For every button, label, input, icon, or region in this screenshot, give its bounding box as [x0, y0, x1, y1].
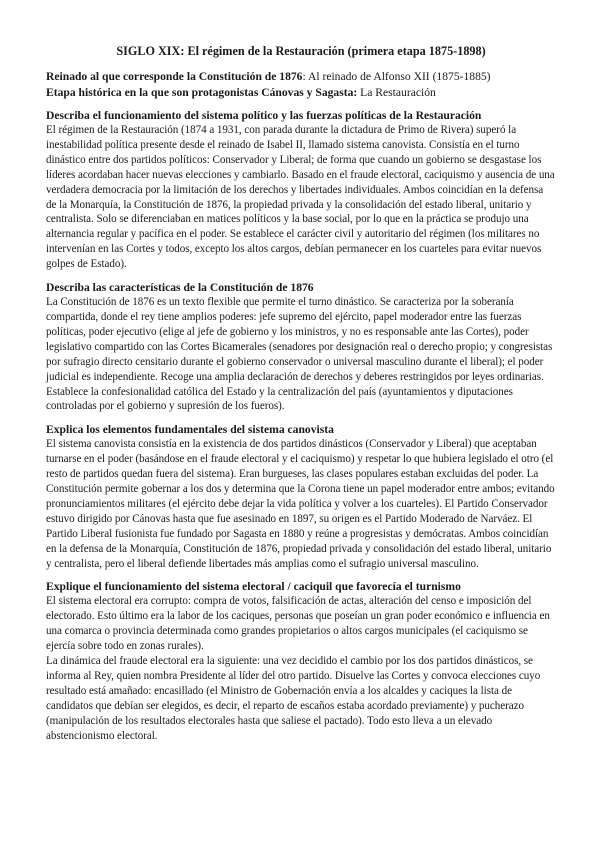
stage-value: La Restauración	[357, 85, 436, 99]
reign-label: Reinado al que corresponde la Constitución de 1876	[46, 70, 303, 83]
reign-value: : Al reinado de Alfonso XII (1875-1885)	[302, 70, 491, 83]
section-electoral-system	[46, 579, 556, 743]
section-heading: Explica los elementos fundamentales del sistema canovista	[46, 423, 334, 437]
section-heading: Explique el funcionamiento del sistema electoral / caciquil que favorecía el turnismo	[46, 580, 461, 594]
stage-label: Etapa histórica en la que son protagonistas Cánovas y Sagasta:	[46, 85, 358, 99]
stage-line	[46, 85, 556, 101]
section-political-system	[46, 108, 556, 272]
section-paragraph: La Constitución de 1876 es un texto flexible que permite el turno dinástico. Se caracteriza por la soberanía compartida, donde el rey tiene amplios poderes: jefe supremo del ejército, papel moderador entre las fuerzas políticas, poder ejecutivo (elige al jefe de gobierno y los ministros, y no es responsable ante las Cortes), poder legislativo compartido con las Cortes Bicamerales (senadores por designación real o derecho propio; y congresistas por sufragio directo censitario durante el gobierno conservador o universal masculino durante el liberal); el poder judicial es independiente. Recoge una amplia declaración de derechos y deberes restringidos por leyes ordinarias. Establece la confesionalidad católica del Estado y la centralización del país (ayuntamientos y diputaciones controladas por el gobierno y supresión de los fueros).	[46, 296, 553, 413]
section-canovista-system	[46, 422, 556, 571]
section-constitution-1876	[46, 280, 556, 414]
reign-line	[46, 69, 556, 85]
section-paragraph: El régimen de la Restauración (1874 a 1931, con parada durante la dictadura de Primo de Rivera) superó la inestabilidad política presente desde el reinado de Isabel II, llamado sistema canovista. Consistía en el turno dinástico entre dos partidos políticos: Conservador y Liberal; de forma que cuando un gobierno se desgastase los líderes acordaban hacer nuevas elecciones y cambiarlo. Basado en el fraude electoral, caciquismo y ausencia de una verdadera democracia por la limitación de los derechos y libertades individuales. Ambos coincidían en la defensa de la Monarquía, la Constitución de 1876, la propiedad privada y la consolidación del estado liberal, unitario y centralista. Solo se diferenciaban en matices políticos y la base social, por lo que en la práctica se produjo una alternancia regular y pacífica en el poder. Se establece el carácter civil y autoritario del régimen (los militares no intervenían en las Cortes y todos, excepto los altos cargos, debían permanecer en los cuarteles para evitar nuevos golpes de Estado).	[46, 124, 555, 271]
section-paragraph: El sistema electoral era corrupto: compra de votos, falsificación de actas, alteración del censo e imposición del electorado. Esto último era la labor de los caciques, personas que poseían un gran poder económico e influencia en una comarca o provincia determinada como grandes propietarios o altos cargos municipales (el caciquismo se ejercía sobre todo en zonas rurales).	[46, 595, 550, 653]
section-heading: Describa las características de la Constitución de 1876	[46, 281, 314, 295]
section-heading: Describa el funcionamiento del sistema político y las fuerzas políticas de la Restauración	[46, 109, 482, 122]
page-title: SIGLO XIX: El régimen de la Restauración (primera etapa 1875-1898)	[116, 44, 486, 58]
section-paragraph: El sistema canovista consistía en la existencia de dos partidos dinásticos (Conservador y Liberal) que aceptaban turnarse en el poder (basándose en el fraude electoral y el caciquismo) y respetar lo que hubiera legislado el otro (el resto de partidos quedan fuera del sistema). Eran burgueses, las clases populares estaban excluidas del poder. La Constitución permite gobernar a los dos y determina que la Corona tiene un papel moderador entre ambos; evitando pronunciamientos militares (el ejército debe dejar la vida política y volver a los cuarteles). El Partido Conservador estuvo dirigido por Cánovas hasta que fue asesinado en 1897, su origen es el Partido Moderado de Narváez. El Partido Liberal fusionista fue fundado por Sagasta en 1880 y reúne a progresistas y demócratas. Ambos coincidían en la defensa de la Monarquía, Constitución de 1876, propiedad privada y consolidación del estado liberal, unitario y centralista, pero el liberal defiende libertades más amplias como el sufragio universal masculino.	[46, 438, 555, 570]
section-paragraph: La dinámica del fraude electoral era la siguiente: una vez decidido el cambio por los dos partidos dinásticos, se informa al Rey, quien nombra Presidente al líder del otro partido. Disuelve las Cortes y convoca elecciones cuyo resultado está amañado: encasillado (el Ministro de Gobernación envía a los alcaldes y caciques la lista de candidatos que debían ser elegidos, es decir, el reparto de escaños estaba acordado previamente) y pucherazo (manipulación de los resultados electorales hasta que saliese el pactado). Todo esto lleva a un elevado abstencionismo electoral.	[46, 655, 541, 742]
